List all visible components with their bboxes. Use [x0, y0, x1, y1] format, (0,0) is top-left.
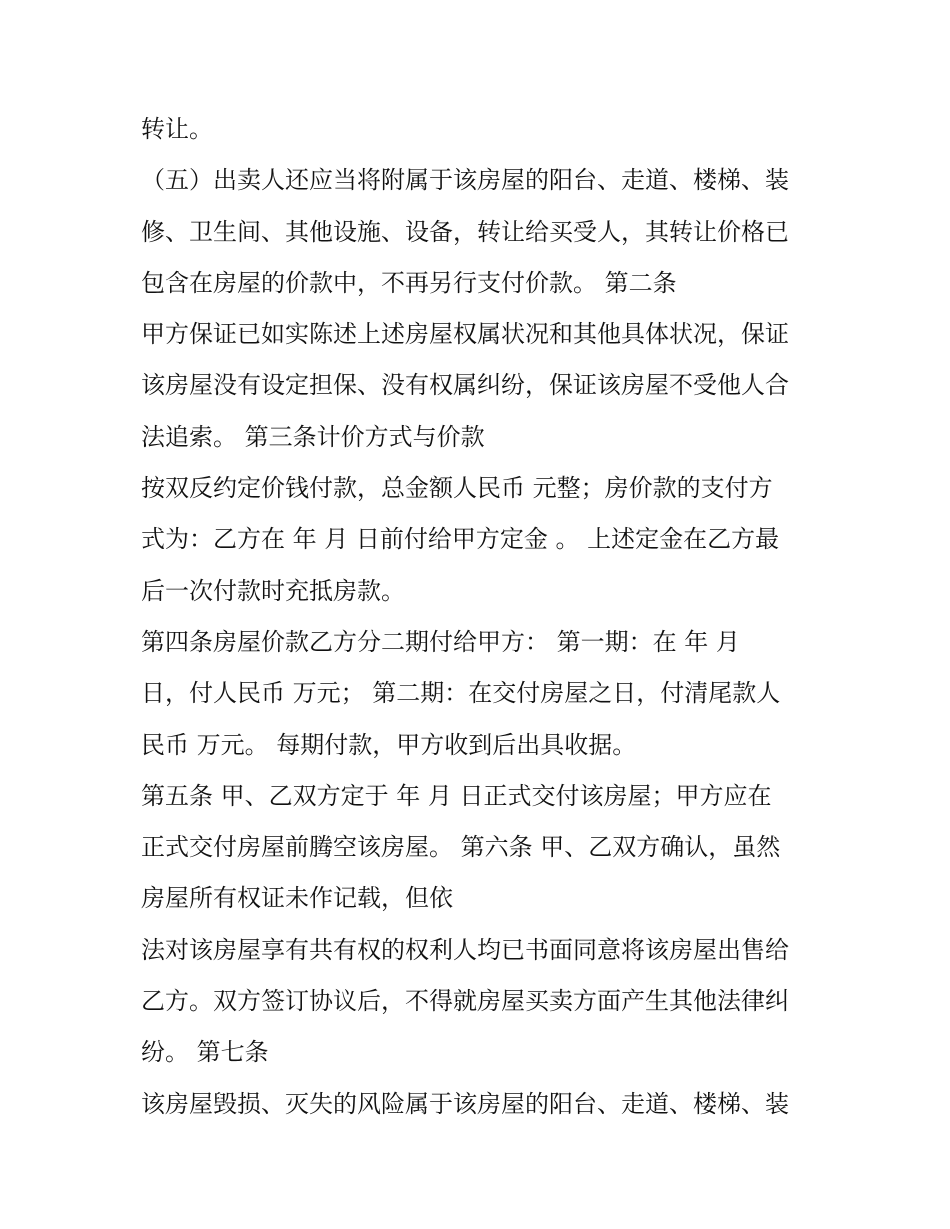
text-line: 式为：乙方在 年 月 日前付给甲方定金 。 上述定金在乙方最 — [141, 525, 780, 554]
text-line: 日，付人民币 万元； 第二期：在交付房屋之日，付清尾款人 — [141, 679, 781, 708]
text-line: 该房屋毁损、灭失的风险属于该房屋的阳台、走道、楼梯、装 — [141, 1089, 789, 1118]
text-line: 法对该房屋享有共有权的权利人均已书面同意将该房屋出售给 — [141, 935, 789, 964]
text-line: 法追索。 第三条计价方式与价款 — [141, 422, 485, 451]
text-line: 甲方保证已如实陈述上述房屋权属状况和其他具体状况，保证 — [141, 320, 789, 349]
text-line: 乙方。双方签订协议后，不得就房屋买卖方面产生其他法律纠 — [141, 987, 789, 1016]
text-line: 按双反约定价钱付款，总金额人民币 元整；房价款的支付方 — [141, 474, 773, 503]
text-line: 正式交付房屋前腾空该房屋。 第六条 甲、乙双方确认，虽然 — [141, 833, 781, 862]
text-line: 第四条房屋价款乙方分二期付给甲方： 第一期：在 年 月 — [141, 627, 740, 656]
text-line: （五）出卖人还应当将附属于该房屋的阳台、走道、楼梯、装 — [141, 166, 789, 195]
text-line: 第五条 甲、乙双方定于 年 月 日正式交付该房屋；甲方应在 — [141, 781, 772, 810]
text-line: 包含在房屋的价款中，不再另行支付价款。 第二条 — [141, 268, 677, 297]
text-line: 后一次付款时充抵房款。 — [141, 576, 405, 605]
text-line: 该房屋没有设定担保、没有权属纠纷，保证该房屋不受他人合 — [141, 371, 789, 400]
document-body — [141, 104, 831, 1130]
text-line: 纷。 第七条 — [141, 1038, 269, 1067]
text-line: 房屋所有权证未作记载，但依 — [141, 884, 453, 913]
text-line: 民币 万元。 每期付款，甲方收到后出具收据。 — [141, 730, 637, 759]
text-line: 修、卫生间、其他设施、设备，转让给买受人，其转让价格已 — [141, 217, 789, 246]
text-line: 转让。 — [141, 115, 213, 143]
